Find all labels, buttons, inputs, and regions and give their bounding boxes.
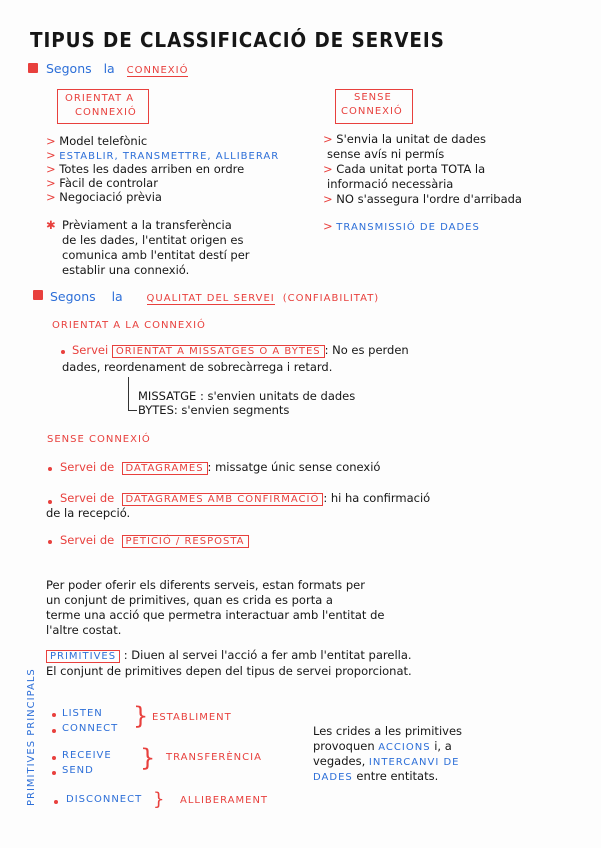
vertical-label: PRIMITIVES PRINCIPALS xyxy=(26,668,37,806)
para-line: Per poder oferir els diferents serveis, estan formats per xyxy=(46,578,365,592)
para-line: terme una acció que permetra interactuar amb l'entitat de xyxy=(46,608,385,622)
left-item: > Model telefònic xyxy=(46,134,148,148)
brace-icon: } xyxy=(153,789,165,810)
right-item: sense avís ni permís xyxy=(327,147,445,161)
side-note-line: DADES entre entitats. xyxy=(313,769,439,783)
left-note-line: de les dades, l'entitat origen es xyxy=(62,233,244,247)
right-item: > S'envia la unitat de dades xyxy=(323,132,486,146)
header-sense-line2: CONNEXIÓ xyxy=(341,106,403,117)
oriented-heading: ORIENTAT A LA CONNEXIÓ xyxy=(52,320,206,331)
group-label: TRANSFERÈNCIA xyxy=(166,752,262,763)
left-item: > Fàcil de controlar xyxy=(46,176,158,190)
primitive-item: SEND xyxy=(62,765,94,776)
primitives-definition-line2: El conjunt de primitives depen del tipus de servei proporcionat. xyxy=(46,664,412,678)
bullet-dot xyxy=(48,540,52,544)
section2-heading: Segons la QUALITAT DEL SERVEI (CONFIABILITAT) xyxy=(50,289,380,304)
primitive-item: RECEIVE xyxy=(62,750,112,761)
section1-heading: Segons la CONNEXIÓ xyxy=(46,61,189,76)
para-line: un conjunt de primitives, quan es crida es porta a xyxy=(46,593,333,607)
primitive-item: DISCONNECT xyxy=(66,794,143,805)
header-sense-line1: SENSE xyxy=(354,92,392,103)
right-item: informació necessària xyxy=(327,177,454,191)
right-item: > TRANSMISSIÓ DE DADES xyxy=(323,219,480,233)
connector-line xyxy=(128,377,137,411)
left-note-line: Prèviament a la transferència xyxy=(62,218,232,232)
sense-bullet3: Servei de PETICIÓ / RESPOSTA xyxy=(60,533,249,549)
right-item: > Cada unitat porta TOTA la xyxy=(323,162,486,176)
left-item: > Totes les dades arriben en ordre xyxy=(46,162,245,176)
side-note-line: vegades, INTERCANVI DE xyxy=(313,754,460,768)
oriented-sub1: MISSATGE : s'envien unitats de dades xyxy=(138,389,356,403)
bullet-dot xyxy=(52,756,56,760)
header-oriented-line2: CONNEXIÓ xyxy=(75,107,137,118)
primitives-definition: PRIMITIVES : Diuen al servei l'acció a fer amb l'entitat parella. xyxy=(46,648,412,664)
left-item: > ESTABLIR, TRANSMETTRE, ALLIBERAR xyxy=(46,148,280,162)
bullet-dot xyxy=(54,800,58,804)
section-bullet xyxy=(28,63,38,73)
oriented-sub2: BYTES: s'envien segments xyxy=(138,403,290,417)
sense-bullet1: Servei de DATAGRAMES : missatge únic sense conexió xyxy=(60,460,381,474)
page-title: TIPUS DE CLASSIFICACIÓ DE SERVEIS xyxy=(30,28,445,52)
side-note-line: provoquen ACCIONS i, a xyxy=(313,739,452,753)
primitive-item: LISTEN xyxy=(62,708,103,719)
sense-heading: SENSE CONNEXIÓ xyxy=(47,434,151,445)
bullet-dot xyxy=(52,729,56,733)
left-item: > Negociació prèvia xyxy=(46,190,162,204)
primitive-item: CONNECT xyxy=(62,723,119,734)
section-bullet xyxy=(33,290,43,300)
bullet-dot xyxy=(48,467,52,471)
bullet-dot xyxy=(61,350,65,354)
group-label: ESTABLIMENT xyxy=(152,712,232,723)
side-note-line: Les crides a les primitives xyxy=(313,724,463,738)
left-note-line: comunica amb l'entitat destí per xyxy=(62,248,250,262)
brace-icon: } xyxy=(140,744,156,772)
sense-bullet2-line2: de la recepció. xyxy=(46,506,131,520)
header-oriented-line1: ORIENTAT A xyxy=(65,93,135,104)
brace-icon: } xyxy=(133,702,149,730)
right-item: > NO s'assegura l'ordre d'arribada xyxy=(323,192,522,206)
para-line: l'altre costat. xyxy=(46,623,122,637)
bullet-dot xyxy=(52,771,56,775)
bullet-dot xyxy=(52,713,56,717)
left-note-line: establir una connexió. xyxy=(62,263,190,277)
oriented-line2: dades, reordenament de sobrecàrrega i retard. xyxy=(62,360,333,374)
group-label: ALLIBERAMENT xyxy=(180,795,269,806)
sense-bullet2: Servei de DATAGRAMES AMB CONFIRMACIÓ : hi ha confirmació xyxy=(60,491,431,505)
bullet-dot xyxy=(48,500,52,504)
asterisk-icon: ✱ xyxy=(46,218,56,232)
oriented-line1: Servei ORIENTAT A MISSATGES O A BYTES : No es perden xyxy=(72,343,409,357)
